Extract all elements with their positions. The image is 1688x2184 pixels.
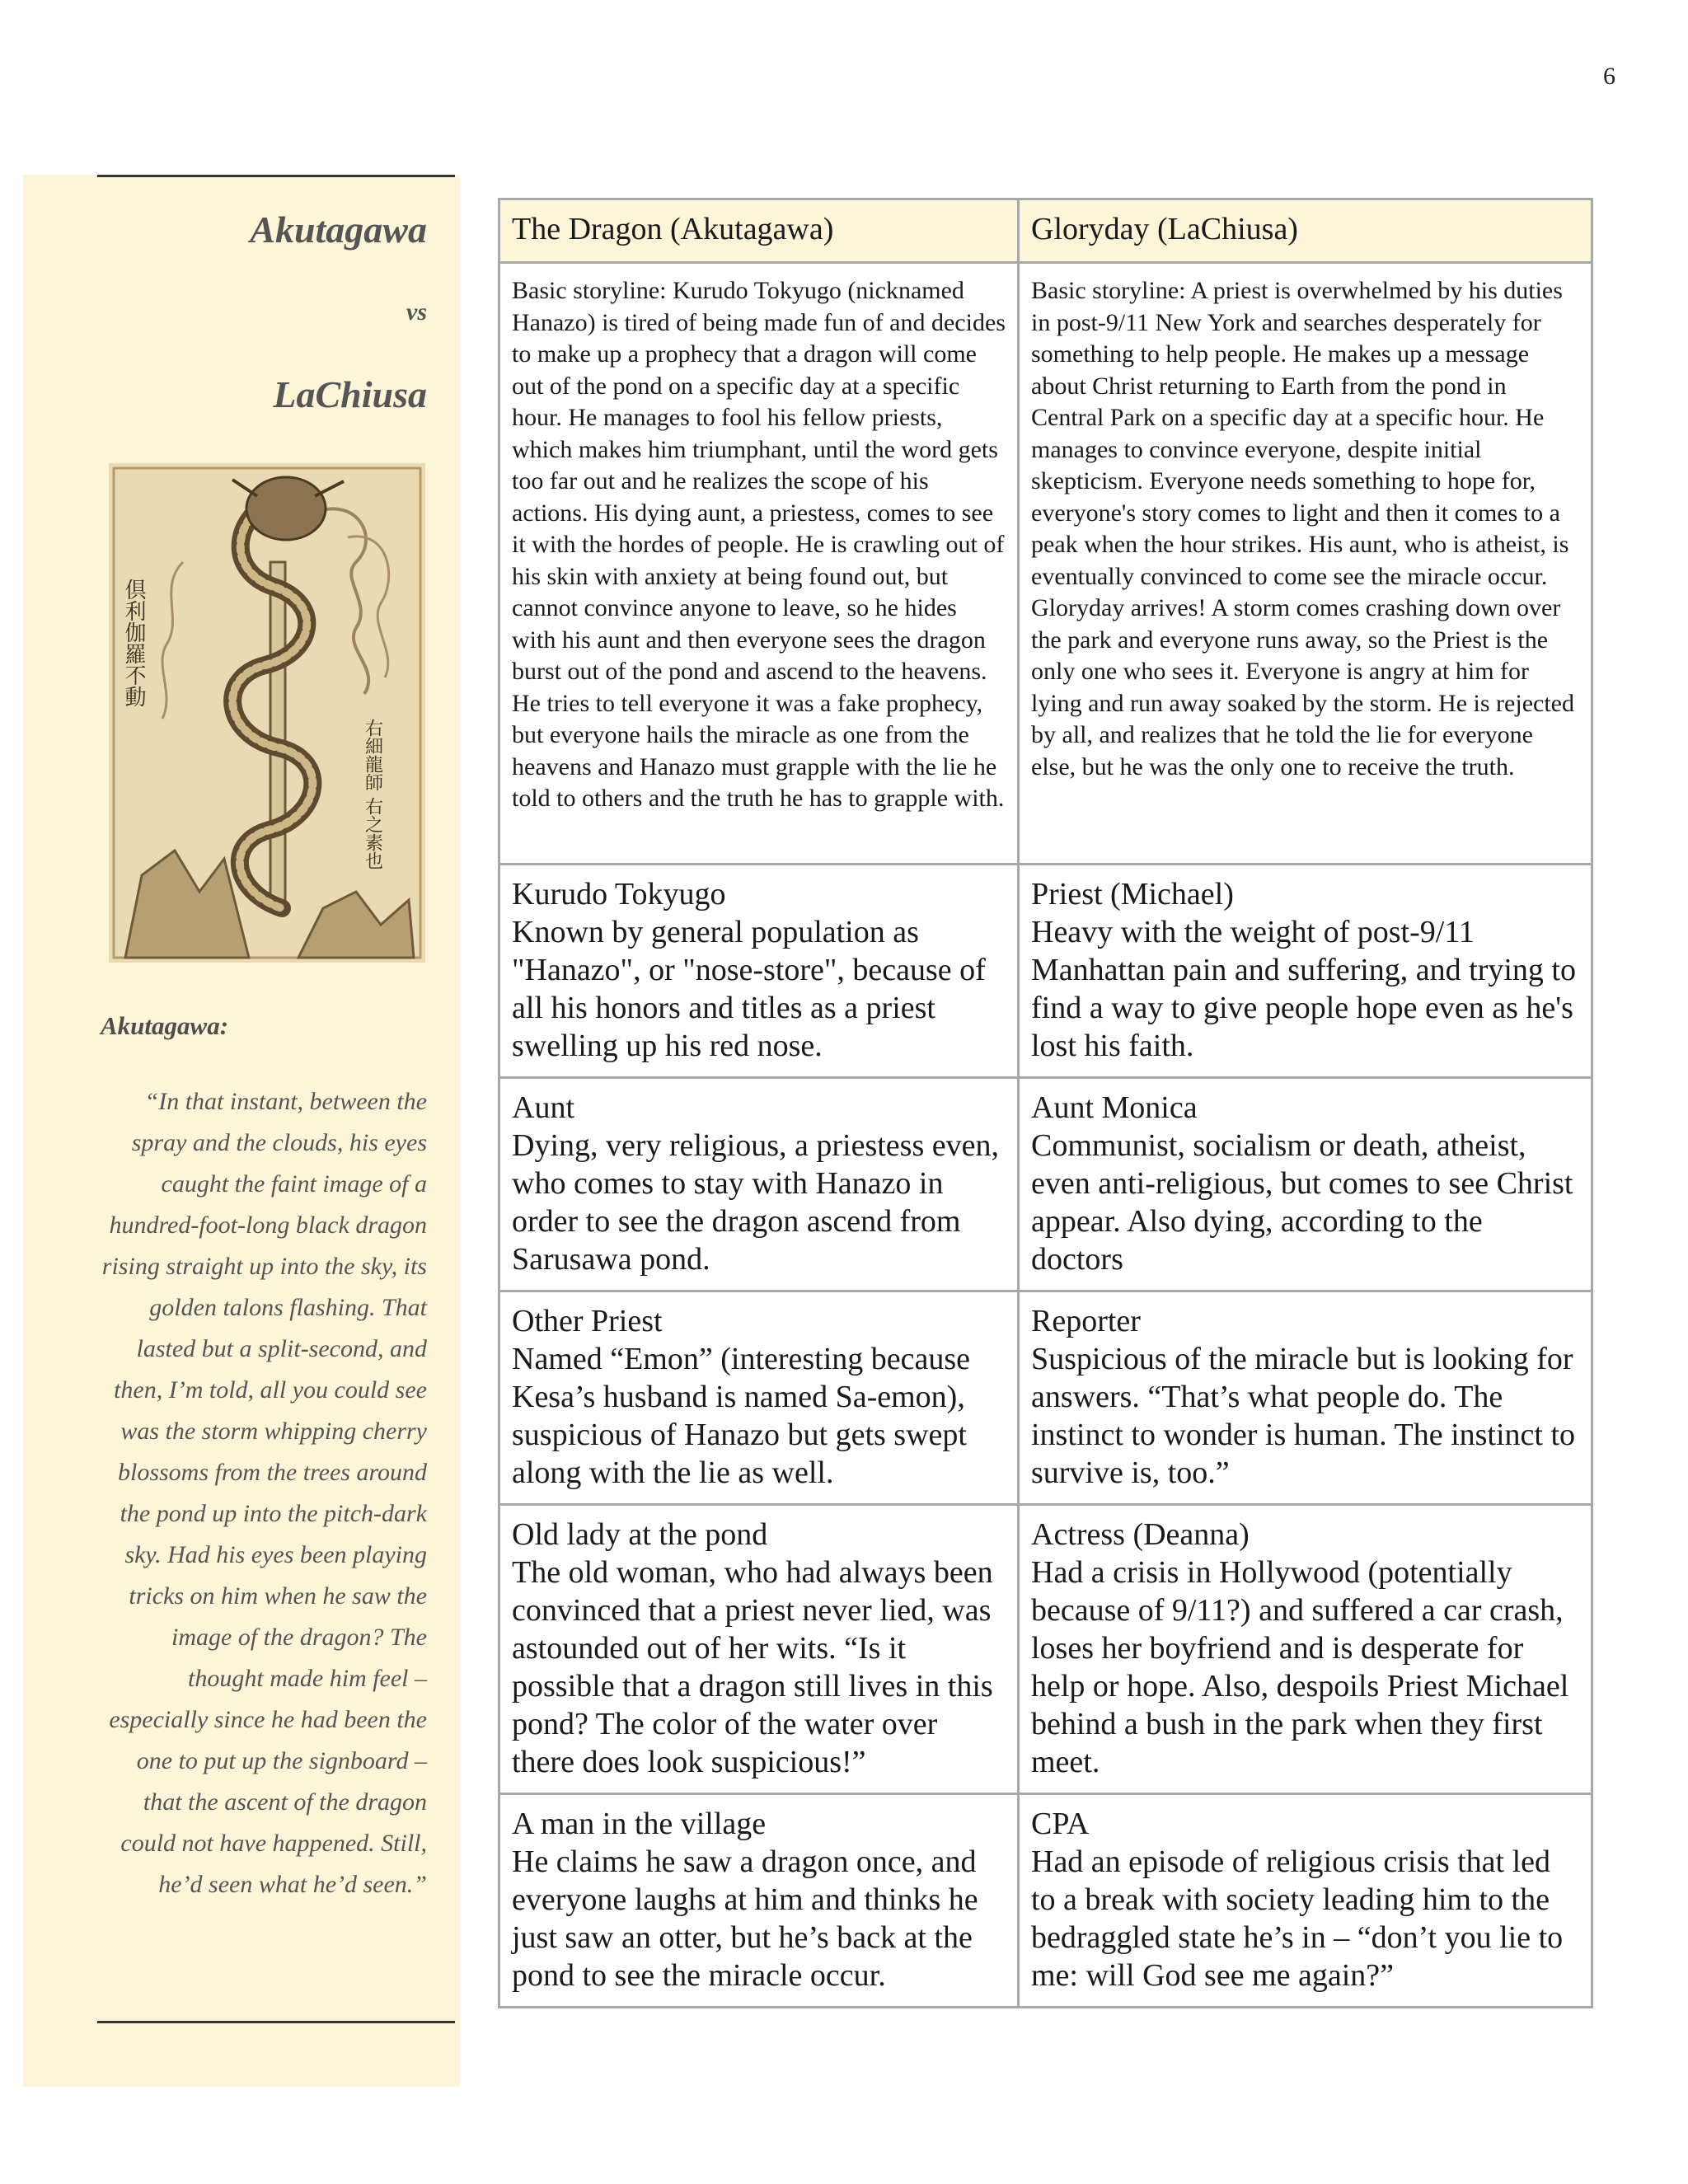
sidebar-bottom-rule bbox=[97, 2021, 455, 2023]
akutagawa-quote: “In that instant, between the spray and the clouds, his eyes caught the faint image of a hundred-foot-long black dragon rising straight up into the sky, its golden talons flashing. That lasted but a split-second, and then, I’m told, all you could see was the storm whipping cherry blossoms from the trees around the pond up into the pitch-dark sky. Had his eyes been playing tricks on him when he saw the image of the dragon? The thought made him feel – especially since he had been the one to put up the signboard – that the ascent of the dragon could not have happened. Still, he’d seen what he’d seen.” bbox=[101, 1088, 427, 1898]
table-row-character bbox=[499, 1078, 1592, 1291]
character-name: Other Priest bbox=[512, 1304, 663, 1338]
character-description: Dying, very religious, a priestess even, who comes to stay with Hanazo in order to see the dragon ascend from Sarusawa pond. bbox=[512, 1128, 999, 1277]
table-row-character bbox=[499, 865, 1592, 1078]
dragon-woodblock-illustration bbox=[109, 463, 425, 963]
illustration-inscription-left: 倶利伽羅不動 bbox=[121, 579, 146, 707]
character-description: He claims he saw a dragon once, and everyone laughs at him and thinks he just saw an otter, but he’s back at the pond to see the miracle occur. bbox=[512, 1844, 978, 1993]
character-description: Communist, socialism or death, atheist, even anti-religious, but comes to see Christ appear. Also dying, according to the doctors bbox=[1031, 1128, 1573, 1277]
sidebar-title-lachiusa: LaChiusa bbox=[273, 373, 427, 415]
illustration-inscription-right: 右細龍師 右之素也 bbox=[362, 719, 383, 869]
character-name: Aunt bbox=[512, 1090, 574, 1125]
sidebar-vs: vs bbox=[406, 298, 427, 326]
sidebar bbox=[23, 175, 460, 2087]
character-cell-right bbox=[1019, 1505, 1592, 1794]
page-number: 6 bbox=[1603, 63, 1615, 90]
header-the-dragon: The Dragon (Akutagawa) bbox=[499, 199, 1019, 263]
header-gloryday: Gloryday (LaChiusa) bbox=[1019, 199, 1592, 263]
character-description: Suspicious of the miracle but is looking for answers. “That’s what people do. The instinct to wonder is human. The instinct to survive is, too.” bbox=[1031, 1342, 1576, 1490]
character-cell-left bbox=[499, 865, 1019, 1078]
character-name: Reporter bbox=[1031, 1304, 1141, 1338]
character-name: Old lady at the pond bbox=[512, 1517, 768, 1552]
character-cell-right bbox=[1019, 865, 1592, 1078]
character-description: Known by general population as "Hanazo", or "nose-store", because of all his honors and titles as a priest swelling up his red nose. bbox=[512, 915, 986, 1063]
storyline-the-dragon: Basic storyline: Kurudo Tokyugo (nicknamed Hanazo) is tired of being made fun of and decides to make up a prophecy that a dragon will come out of the pond on a specific day at a specific hour. He manages to fool his fellow priests, which makes him triumphant, until the word gets too far out and he realizes the scope of his actions. His dying aunt, a priestess, comes to see it with the hordes of people. He is crawling out of his skin with anxiety at being found out, but cannot convince anyone to leave, so he hides with his aunt and then everyone sees the dragon burst out of the pond and ascend to the heavens. He tries to tell everyone it was a fake prophecy, but everyone hails the miracle as one from the heavens and Hanazo must grapple with the lie he told to others and the truth he has to grapple with. bbox=[499, 263, 1019, 865]
character-cell-left bbox=[499, 1078, 1019, 1291]
character-name: Actress (Deanna) bbox=[1031, 1517, 1250, 1552]
table-header-row bbox=[499, 199, 1592, 263]
table-row-storyline bbox=[499, 263, 1592, 865]
character-cell-right bbox=[1019, 1291, 1592, 1505]
sidebar-title-akutagawa: Akutagawa bbox=[250, 209, 427, 251]
comparison-table bbox=[498, 198, 1593, 2008]
character-description: Had an episode of religious crisis that led to a break with society leading him to the bedraggled state he’s in – “don’t you lie to me: will God see me again?” bbox=[1031, 1844, 1564, 1993]
quote-label: Akutagawa: bbox=[101, 1011, 229, 1040]
character-cell-left bbox=[499, 1794, 1019, 2008]
table-row-character bbox=[499, 1291, 1592, 1505]
character-name: Aunt Monica bbox=[1031, 1090, 1198, 1125]
character-description: Named “Emon” (interesting because Kesa’s husband is named Sa-emon), suspicious of Hanazo but gets swept along with the lie as well. bbox=[512, 1342, 971, 1490]
character-description: Had a crisis in Hollywood (potentially because of 9/11?) and suffered a car crash, loses her boyfriend and is desperate for help or hope. Also, despoils Priest Michael behind a bush in the park when they first meet. bbox=[1031, 1555, 1569, 1779]
table-row-character bbox=[499, 1505, 1592, 1794]
sidebar-top-rule bbox=[97, 175, 455, 177]
table-row-character bbox=[499, 1794, 1592, 2008]
character-cell-left bbox=[499, 1505, 1019, 1794]
character-description: Heavy with the weight of post-9/11 Manhattan pain and suffering, and trying to find a way to give people hope even as he's lost his faith. bbox=[1031, 915, 1576, 1063]
character-name: Priest (Michael) bbox=[1031, 877, 1234, 912]
character-description: The old woman, who had always been convinced that a priest never lied, was astounded out of her wits. “Is it possible that a dragon still lives in this pond? The color of the water over there does look suspicious!” bbox=[512, 1555, 993, 1779]
character-name: Kurudo Tokyugo bbox=[512, 877, 726, 912]
character-name: CPA bbox=[1031, 1807, 1090, 1841]
character-name: A man in the village bbox=[512, 1807, 767, 1841]
character-cell-right bbox=[1019, 1794, 1592, 2008]
storyline-gloryday: Basic storyline: A priest is overwhelmed by his duties in post-9/11 New York and searches desperately for something to help people. He makes up a message about Christ returning to Earth from the pond in Central Park on a specific day at a specific hour. He manages to convince everyone, despite initial skepticism. Everyone needs something to hope for, everyone's story comes to light and then it comes to a peak when the hour strikes. His aunt, who is atheist, is eventually convinced to come see the miracle occur. Gloryday arrives! A storm comes crashing down over the park and everyone runs away, so the Priest is the only one who sees it. Everyone is angry at him for lying and run away soaked by the storm. He is rejected by all, and realizes that he told the lie for everyone else, but he was the only one to receive the truth. bbox=[1019, 263, 1592, 865]
character-cell-left bbox=[499, 1291, 1019, 1505]
character-cell-right bbox=[1019, 1078, 1592, 1291]
